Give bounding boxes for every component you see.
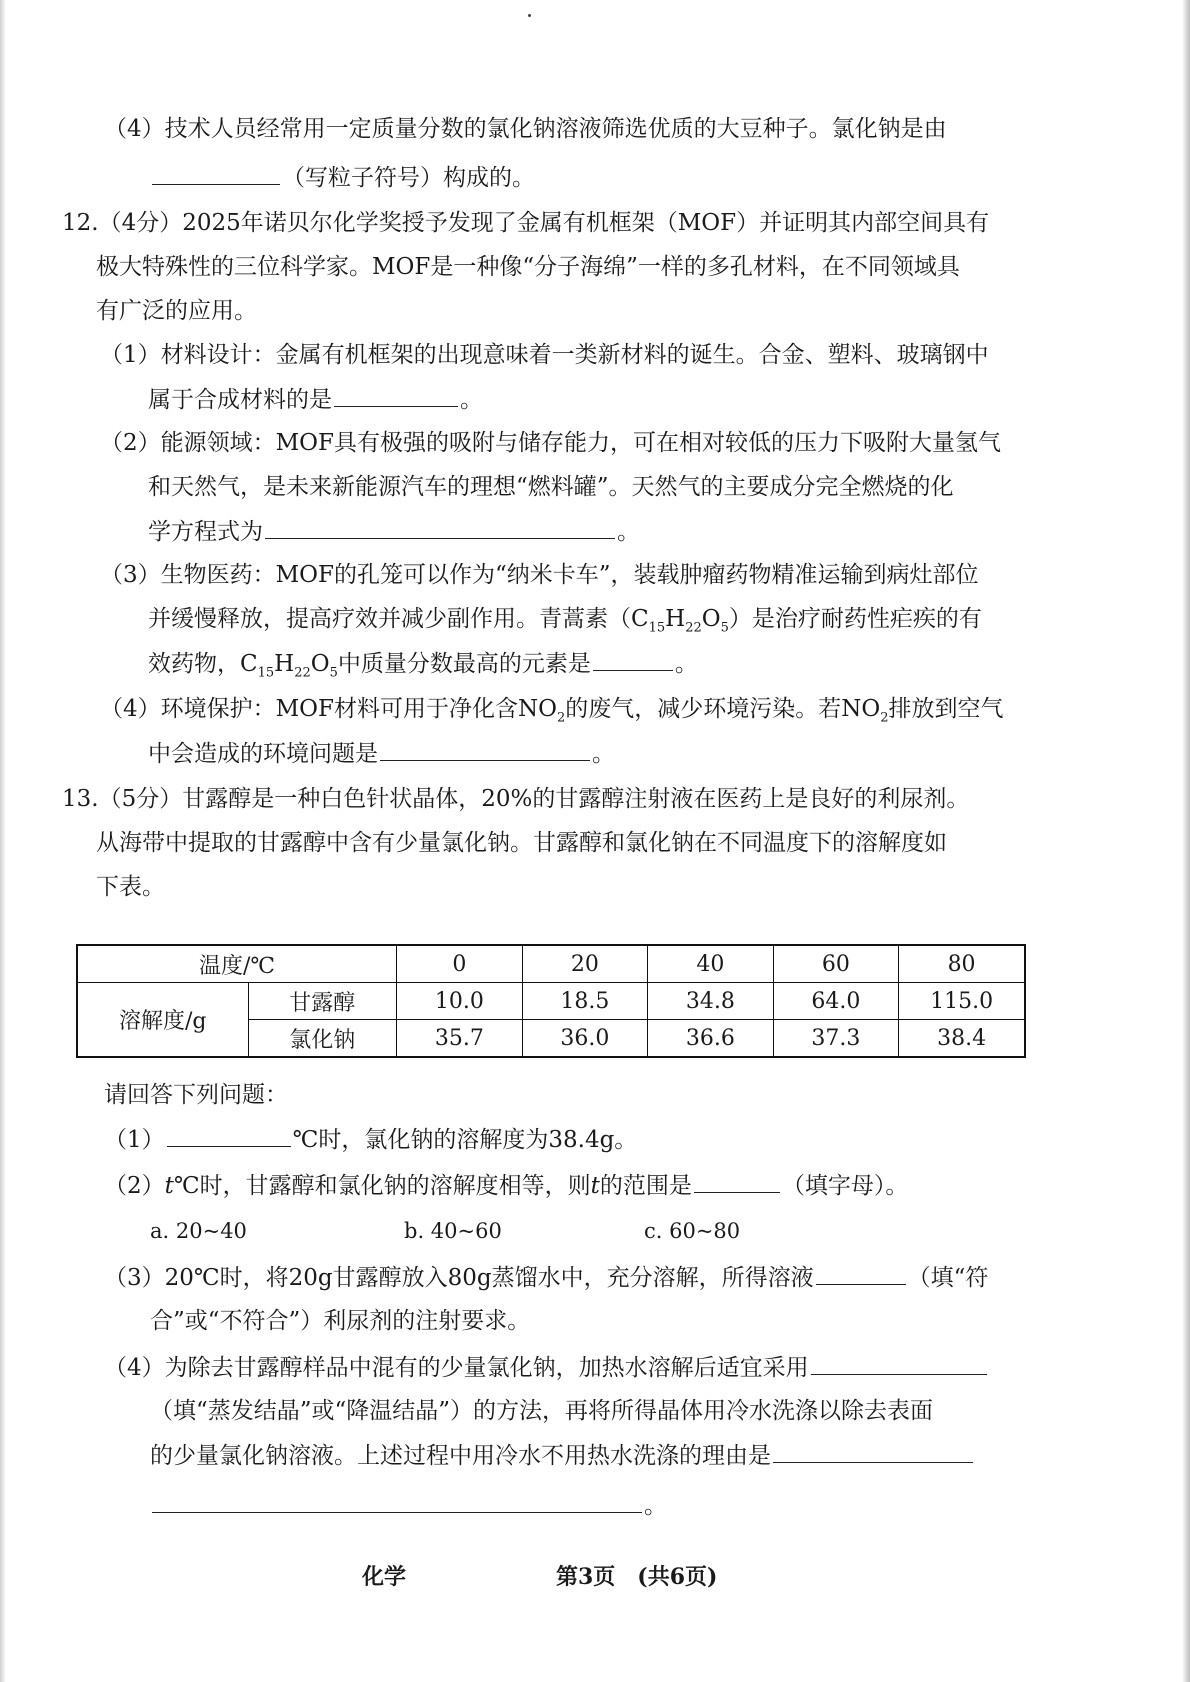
q13-4-line1: （4）为除去甘露醇样品中混有的少量氯化钠，加热水溶解后适宜采用 [104, 1352, 989, 1383]
q12-4-line2: 中会造成的环境问题是 。 [148, 738, 615, 769]
q12-3-line3: 效药物，$C_{15}H_{22}O_5$中质量分数最高的元素是 。 [148, 648, 698, 689]
answer-blank[interactable] [334, 384, 458, 407]
table-row [77, 983, 1025, 1020]
value-cell: 18.5 [522, 983, 648, 1020]
q12-intro-line3: 有广泛的应用。 [96, 298, 257, 324]
value-cell: 36.6 [648, 1020, 774, 1058]
option-c[interactable]: c. 60~80 [644, 1219, 741, 1243]
q12-2-line3: 学方程式为 。 [148, 516, 640, 547]
footer-subject: 化学 [362, 1564, 407, 1590]
no2-formula: $NO_2$ [518, 696, 566, 726]
q13-intro-line2: 从海带中提取的甘露醇中含有少量氯化钠。甘露醇和氯化钠在不同温度下的溶解度如 [96, 830, 947, 856]
artemisinin-formula: $C_{15}H_{22}O_5$ [240, 651, 338, 681]
q12-4-line1: （4）环境保护：MOF材料可用于净化含$NO_2$的废气，减少环境污染。若$NO_2$排放到空气 [100, 696, 1004, 726]
answer-blank[interactable] [265, 516, 615, 539]
q13-4-line2: （填“蒸发结晶”或“降温结晶”）的方法，再将所得晶体用冷水洗涤以除去表面 [150, 1398, 934, 1424]
value-cell: 10.0 [397, 983, 523, 1020]
q13-4-line4: 。 [150, 1490, 667, 1521]
q12-1-line2: 属于合成材料的是 。 [148, 384, 483, 415]
q13-2: （2）t℃时，甘露醇和氯化钠的溶解度相等，则t的范围是 （填字母）。 [104, 1170, 908, 1201]
footer-page-number: 第3页 (共6页) [556, 1564, 718, 1590]
answer-blank[interactable] [593, 648, 673, 671]
solubility-header-cell: 溶解度/g [77, 983, 248, 1058]
q11-4-line1: （4）技术人员经常用一定质量分数的氯化钠溶液筛选优质的大豆种子。氯化钠是由 [104, 116, 947, 142]
value-cell: 37.3 [773, 1020, 899, 1058]
temp-cell: 80 [899, 945, 1025, 983]
substance-name-cell: 甘露醇 [248, 983, 397, 1020]
q12-intro-line2: 极大特殊性的三位科学家。MOF是一种像“分子海绵”一样的多孔材料，在不同领域具 [96, 254, 960, 280]
q12-3-line1: （3）生物医药：MOF的孔笼可以作为“纳米卡车”，装载肿瘤药物精准运输到病灶部位 [100, 562, 979, 588]
q12-2-line1: （2）能源领域：MOF具有极强的吸附与储存能力，可在相对较低的压力下吸附大量氢气 [100, 430, 1001, 456]
scan-edge-right [1182, 0, 1190, 1682]
answer-blank[interactable] [167, 1124, 291, 1147]
q13-2-options [150, 1216, 850, 1246]
temp-cell: 40 [648, 945, 774, 983]
answer-blank[interactable] [380, 738, 590, 761]
q11-4-line2: （写粒子符号）构成的。 [150, 162, 535, 193]
q13-4-line3: 的少量氯化钠溶液。上述过程中用冷水不用热水洗涤的理由是 [150, 1440, 975, 1471]
temp-cell: 20 [522, 945, 648, 983]
q12-intro-line1: 12.（4分）2025年诺贝尔化学奖授予发现了金属有机框架（MOF）并证明其内部空间具有 [62, 210, 990, 236]
answer-blank[interactable] [152, 162, 280, 185]
value-cell: 36.0 [522, 1020, 648, 1058]
q12-1-line1: （1）材料设计：金属有机框架的出现意味着一类新材料的诞生。合金、塑料、玻璃钢中 [100, 342, 989, 368]
solubility-table [76, 944, 1026, 1058]
temp-header-cell: 温度/℃ [77, 945, 397, 983]
q13-intro-line3: 下表。 [96, 874, 165, 900]
temp-cell: 60 [773, 945, 899, 983]
q13-prompt: 请回答下列问题： [104, 1082, 288, 1108]
scan-speck [528, 14, 531, 17]
q13-3-line1: （3）20℃时，将20g甘露醇放入80g蒸馏水中，充分溶解，所得溶液 （填“符 [104, 1262, 988, 1293]
q12-3-line2: 并缓慢释放，提高疗效并减少副作用。青蒿素$(C_{15}H_{22}O_5)$是治疗耐药性疟疾的有 [148, 606, 982, 636]
option-b[interactable]: b. 40~60 [404, 1219, 502, 1243]
answer-blank[interactable] [773, 1440, 973, 1463]
answer-blank[interactable] [816, 1262, 906, 1285]
value-cell: 35.7 [397, 1020, 523, 1058]
q13-1: （1） ℃时，氯化钠的溶解度为38.4g。 [104, 1124, 637, 1155]
answer-blank[interactable] [694, 1170, 780, 1193]
answer-blank[interactable] [811, 1352, 987, 1375]
q13-3-line2: 合”或“不符合”）利尿剂的注射要求。 [150, 1308, 531, 1334]
option-a[interactable]: a. 20~40 [150, 1219, 247, 1243]
artemisinin-formula: $C_{15}H_{22}O_5$ [631, 606, 729, 636]
table-header-row [77, 945, 1025, 983]
temp-cell: 0 [397, 945, 523, 983]
value-cell: 34.8 [648, 983, 774, 1020]
answer-blank[interactable] [152, 1490, 642, 1513]
no2-formula: $NO_2$ [841, 696, 889, 726]
q13-intro-line1: 13.（5分）甘露醇是一种白色针状晶体，20%的甘露醇注射液在医药上是良好的利尿剂。 [62, 786, 970, 812]
q12-2-line2: 和天然气，是未来新能源汽车的理想“燃料罐”。天然气的主要成分完全燃烧的化 [148, 474, 954, 500]
value-cell: 38.4 [899, 1020, 1025, 1058]
scan-edge-left [0, 0, 6, 1682]
value-cell: 115.0 [899, 983, 1025, 1020]
value-cell: 64.0 [773, 983, 899, 1020]
substance-name-cell: 氯化钠 [248, 1020, 397, 1058]
